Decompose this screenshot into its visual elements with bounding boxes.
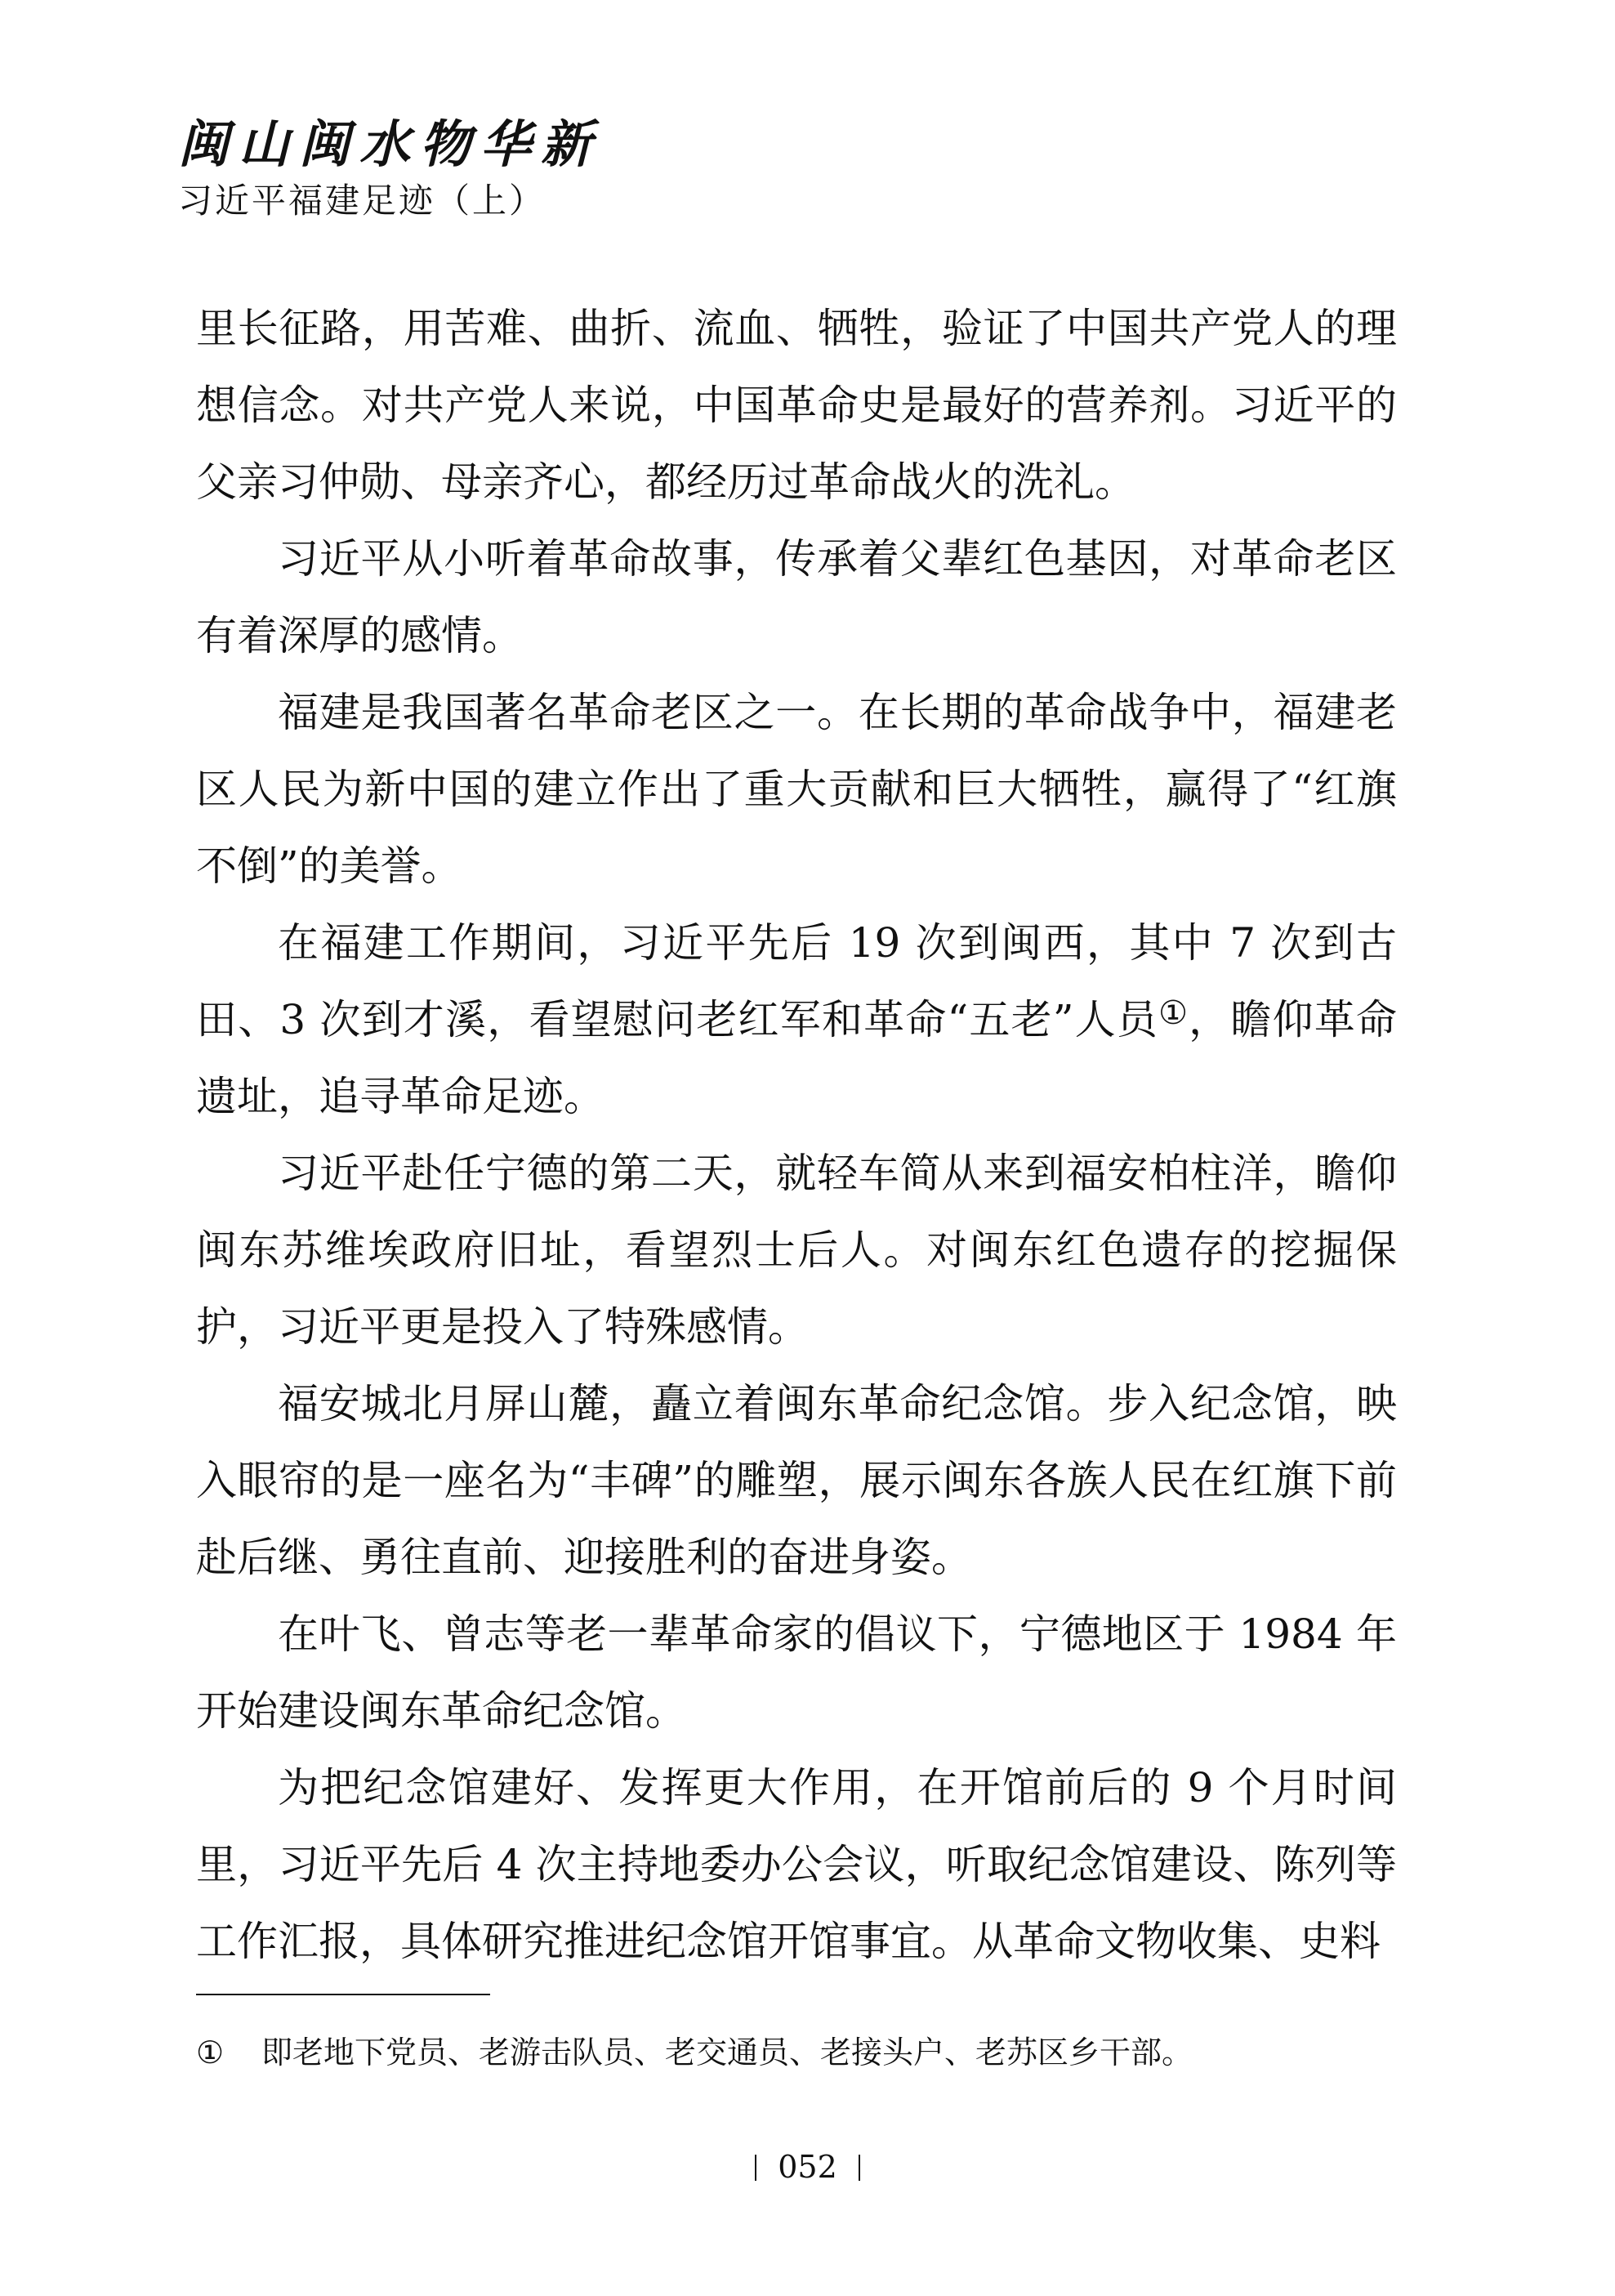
page-number: 052 [778,2149,837,2185]
paragraph: 福建是我国著名革命老区之一。在长期的革命战争中，福建老区人民为新中国的建立作出了重大贡献和巨大牺牲，赢得了“红旗不倒”的美誉。 [196,689,1397,890]
page-number-left-bar [755,2155,756,2181]
paragraph-text: ，瞻仰革命遗址，追寻革命足迹。 [196,996,1398,1120]
footnote-number: ① [196,2035,225,2070]
page-number-area [0,2145,1615,2189]
paragraph: 在叶飞、曾志等老一辈革命家的倡议下，宁德地区于 1984 年开始建设闽东革命纪念馆。 [196,1610,1397,1735]
paragraph-text: 在福建工作期间，习近平先后 19 次到闽西，其中 7 次到古田、3 次到才溪，看望慰问老红军和革命“五老”人员 [196,919,1397,1043]
footnote-reference[interactable]: ① [1158,994,1189,1032]
book-subtitle: 习近平福建足迹（上） [178,181,547,221]
paragraph: 福安城北月屏山麓，矗立着闽东革命纪念馆。步入纪念馆，映入眼帘的是一座名为“丰碑”的雕塑，展示闽东各族人民在红旗下前赴后继、勇往直前、迎接胜利的奋进身姿。 [196,1380,1397,1581]
paragraph: 为把纪念馆建好、发挥更大作用，在开馆前后的 9 个月时间里，习近平先后 4 次主持地委办公会议，听取纪念馆建设、陈列等工作汇报，具体研究推进纪念馆开馆事宜。从革命文物收集、史料 [196,1764,1397,1965]
footnote-text: 即老地下党员、老游击队员、老交通员、老接头户、老苏区乡干部。 [261,2035,1193,2070]
book-title: 闽山闽水物华新 [178,114,602,174]
footnote-divider [196,1994,490,1995]
body-text [196,290,1397,1980]
footnote [196,2030,1397,2075]
paragraph-continued: 里长征路，用苦难、曲折、流血、牺牲，验证了中国共产党人的理想信念。对共产党人来说，中国革命史是最好的营养剂。习近平的父亲习仲勋、母亲齐心，都经历过革命战火的洗礼。 [196,305,1397,506]
running-header [178,113,601,224]
page-number-right-bar [859,2155,860,2181]
paragraph: 习近平从小听着革命故事，传承着父辈红色基因，对革命老区有着深厚的感情。 [196,535,1397,659]
paragraph: 习近平赴任宁德的第二天，就轻车简从来到福安柏柱洋，瞻仰闽东苏维埃政府旧址，看望烈士后人。对闽东红色遗存的挖掘保护，习近平更是投入了特殊感情。 [196,1150,1397,1351]
paragraph [196,905,1397,1135]
